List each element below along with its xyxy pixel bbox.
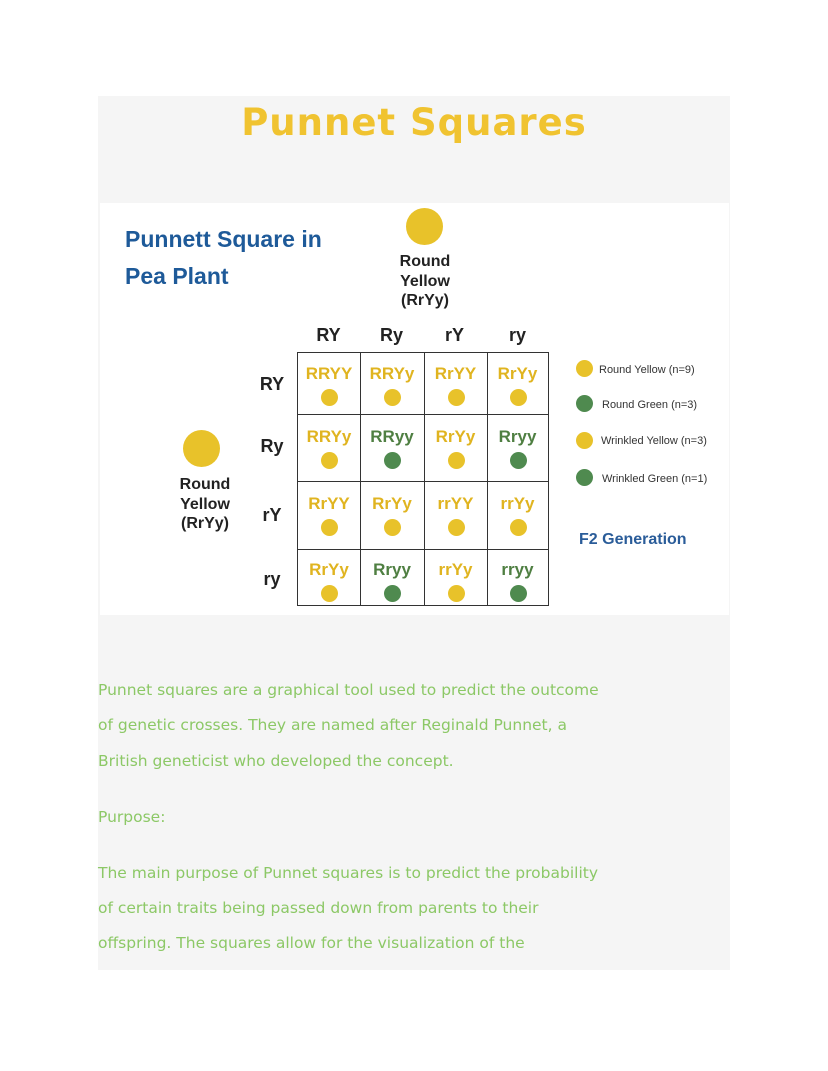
punnett-cell (360, 414, 424, 481)
purpose-line: of certain traits being passed down from parents to their (98, 899, 539, 917)
green-pea-icon (510, 452, 527, 469)
cell-genotype: RrYY (434, 364, 477, 383)
punnett-cell (424, 353, 487, 414)
column-gamete: rY (444, 325, 464, 345)
punnett-cell (360, 481, 424, 549)
cell-genotype: rrYy (438, 560, 473, 579)
cell-genotype: RRYy (369, 364, 415, 383)
punnett-square-figure (100, 203, 729, 615)
yellow-pea-icon (448, 585, 465, 602)
left-parent-label (160, 475, 250, 534)
yellow-pea-icon (321, 389, 338, 406)
purpose-line: offspring. The squares allow for the visualization of the (98, 934, 525, 952)
column-gamete: Ry (379, 325, 403, 345)
left-parent-label-line3: (RrYy) (180, 515, 229, 532)
yellow-pea-icon (321, 519, 338, 536)
cell-genotype: Rryy (498, 427, 537, 446)
cell-genotype: Rryy (373, 560, 411, 579)
cell-genotype: RrYY (308, 494, 350, 513)
cell-genotype: rryy (501, 560, 534, 579)
cell-genotype: RRYY (305, 364, 353, 383)
figure-heading (125, 221, 365, 295)
top-parent-label (380, 252, 470, 311)
punnett-cell (424, 481, 487, 549)
green-pea-icon (510, 585, 527, 602)
cell-genotype: RrYy (497, 364, 538, 383)
punnett-cell (487, 549, 548, 605)
punnett-cell (298, 414, 360, 481)
legend-label: Round Green (n=3) (602, 399, 698, 411)
legend-label: Round Yellow (n=9) (599, 364, 695, 376)
cell-genotype: rrYY (437, 494, 474, 513)
left-parent-label-line1: Round (179, 476, 231, 493)
cell-genotype: rrYy (500, 494, 535, 513)
yellow-pea-icon (448, 519, 465, 536)
column-gamete: RY (316, 325, 341, 345)
punnett-cell (360, 353, 424, 414)
yellow-pea-icon (510, 389, 527, 406)
top-parent-label-line3: (RrYy) (400, 292, 449, 309)
punnett-cell (487, 414, 548, 481)
yellow-pea-icon (384, 519, 401, 536)
punnett-cell (487, 353, 548, 414)
yellow-pea-icon (321, 452, 338, 469)
yellow-pea-icon (321, 585, 338, 602)
figure-heading-line2: Pea Plant (125, 263, 229, 289)
top-parent-pea-icon (406, 208, 443, 245)
yellow-pea-icon (448, 389, 465, 406)
intro-line: British geneticist who developed the concept. (98, 752, 454, 770)
legend-round-green-icon (576, 395, 593, 412)
legend-round-yellow-icon (576, 360, 593, 377)
top-parent-label-line1: Round (399, 253, 451, 270)
punnett-cell (298, 549, 360, 605)
page-title: Punnet Squares (241, 101, 587, 144)
row-gamete: rY (262, 505, 282, 525)
punnett-cell (424, 414, 487, 481)
punnett-cell (424, 549, 487, 605)
purpose-line: The main purpose of Punnet squares is to predict the probability (98, 864, 599, 882)
yellow-pea-icon (448, 452, 465, 469)
row-gamete: ry (263, 569, 281, 589)
legend-wrinkled-green-icon (576, 469, 593, 486)
punnett-cell (360, 549, 424, 605)
column-gamete: ry (508, 325, 526, 345)
punnett-grid (297, 352, 549, 606)
green-pea-icon (384, 585, 401, 602)
generation-label: F2 Generation (579, 531, 687, 548)
purpose-heading: Purpose: (98, 808, 166, 826)
punnett-cell (298, 481, 360, 549)
cell-genotype: RrYy (372, 494, 412, 513)
green-pea-icon (384, 452, 401, 469)
legend-label: Wrinkled Yellow (n=3) (601, 435, 707, 447)
intro-line: Punnet squares are a graphical tool used to predict the outcome (98, 681, 599, 699)
punnett-cell (487, 481, 548, 549)
left-parent-pea-icon (183, 430, 220, 467)
legend-wrinkled-yellow-icon (576, 432, 593, 449)
cell-genotype: RRyy (370, 427, 414, 446)
top-parent-label-line2: Yellow (400, 272, 450, 290)
yellow-pea-icon (384, 389, 401, 406)
yellow-pea-icon (510, 519, 527, 536)
row-gamete: Ry (260, 436, 284, 456)
cell-genotype: RRYy (306, 427, 352, 446)
legend-label: Wrinkled Green (n=1) (602, 473, 708, 485)
figure-heading-line1: Punnett Square in (125, 226, 322, 252)
row-gamete: RY (259, 374, 285, 394)
intro-line: of genetic crosses. They are named after Reginald Punnet, a (98, 716, 567, 734)
punnett-cell (298, 353, 360, 414)
cell-genotype: RrYy (435, 427, 476, 446)
cell-genotype: RrYy (309, 560, 349, 579)
left-parent-label-line2: Yellow (180, 495, 230, 513)
